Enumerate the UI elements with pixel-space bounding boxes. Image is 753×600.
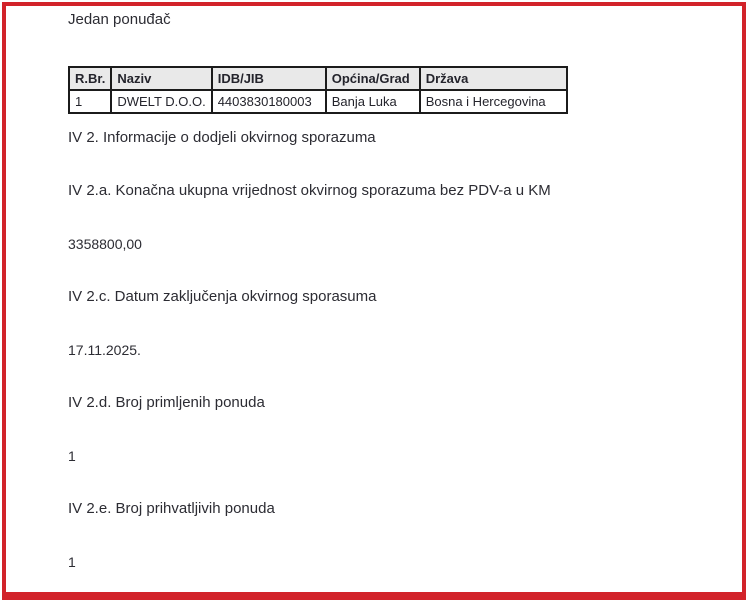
section-iv2d-value: 1 (68, 448, 76, 464)
col-header-idb-jib: IDB/JIB (212, 67, 326, 90)
table-row (69, 90, 567, 113)
bidders-table-body (69, 90, 567, 113)
table-header-row (69, 67, 567, 90)
col-header-naziv: Naziv (111, 67, 211, 90)
section-iv2e-heading: IV 2.e. Broj prihvatljivih ponuda (68, 500, 275, 517)
section-iv2a-heading: IV 2.a. Konačna ukupna vrijednost okvirnog sporazuma bez PDV-a u KM (68, 182, 551, 199)
cell-rbr: 1 (69, 90, 111, 113)
section-iv2-heading: IV 2. Informacije o dodjeli okvirnog sporazuma (68, 129, 376, 146)
cell-drzava: Bosna i Hercegovina (420, 90, 567, 113)
section-iv2c-heading: IV 2.c. Datum zaključenja okvirnog sporasuma (68, 288, 377, 305)
col-header-rbr: R.Br. (69, 67, 111, 90)
bidders-table (68, 66, 568, 114)
cell-opcina-grad: Banja Luka (326, 90, 420, 113)
document-red-frame (2, 2, 746, 600)
col-header-opcina-grad: Općina/Grad (326, 67, 420, 90)
section-iv2c-value: 17.11.2025. (68, 342, 141, 358)
section-iv2e-value: 1 (68, 554, 76, 570)
col-header-drzava: Država (420, 67, 567, 90)
bidder-count-heading: Jedan ponuđač (68, 11, 171, 28)
cell-naziv: DWELT D.O.O. (111, 90, 211, 113)
section-iv2a-value: 3358800,00 (68, 236, 142, 252)
cell-idb-jib: 4403830180003 (212, 90, 326, 113)
bidders-table-header (69, 67, 567, 90)
section-iv2d-heading: IV 2.d. Broj primljenih ponuda (68, 394, 265, 411)
document-content (6, 6, 742, 572)
